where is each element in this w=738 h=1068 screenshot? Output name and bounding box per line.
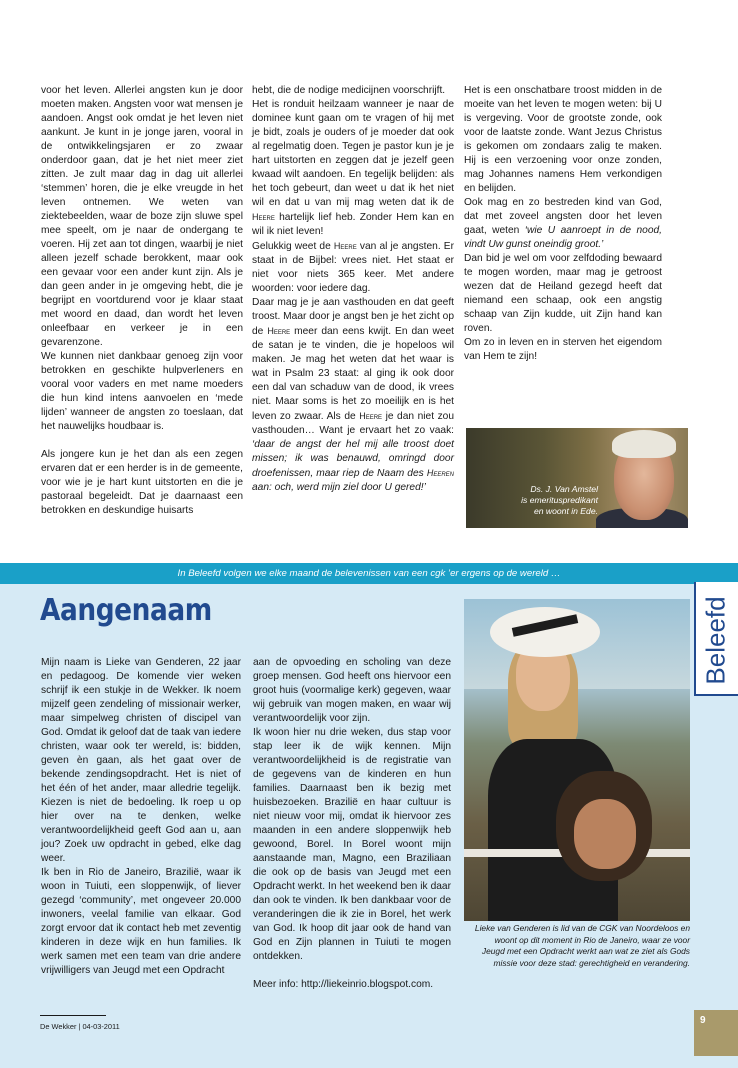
page-number: 9 xyxy=(700,1015,706,1026)
lieke-photo xyxy=(464,599,690,921)
author-caption: Ds. J. Van Amstel is emerituspredikant en woont in Ede. xyxy=(521,484,598,516)
article-column-1 xyxy=(41,84,243,518)
article-paragraph: aan de opvoeding en scholing van deze groep mensen. God heeft ons hiervoor een groot huis (voormalige kerk) gegeven, waar wij gebruik van mogen maken, en waar wij verantwoordelijk voor zijn. xyxy=(253,657,451,724)
article-paragraph: Ik ben in Rio de Janeiro, Brazilië, waar ik woon in Tuiuti, een sloppenwijk, of liever gezegd ‘community’, met ongeveer 20.000 inwoners, veelal familie van elkaar. God zorgt ervoor dat ik contact heb met zeventig kinderen in deze wijk en hun families. Ik werk samen met een team van drie andere vrijwilligers van Jeugd met een Opdracht xyxy=(41,867,241,976)
article-paragraph: Dan bid je wel om voor zelfdoding bewaard te mogen worden, maar mag je getroost wezen dat de Heiland gezegd heeft dat niemand een schaap, ook een angstig schaap van Zijn kudde, uit Zijn hand kan roven. xyxy=(464,253,662,334)
article-column-3 xyxy=(464,84,662,364)
section-banner: In Beleefd volgen we elke maand de belevenissen van een cgk ’er ergens op de wereld … xyxy=(0,563,738,584)
footer-publication: De Wekker | 04-03-2011 xyxy=(40,1022,120,1031)
footer-rule xyxy=(40,1015,106,1016)
article-column-2 xyxy=(252,84,454,495)
article-paragraph: We kunnen niet dankbaar genoeg zijn voor betrokken en geschikte hulpverleners en vooral voor vaders en met name moeders die hun kind intens aanvoelen en ‘mede lijden’ wanneer de angsten zo toeslaan, dat het nauwelijks houdbaar is. xyxy=(41,351,243,432)
author-photo xyxy=(466,428,688,528)
article-paragraph: Daar mag je je aan vasthouden en dat geeft troost. Maar door je angst ben je het zicht op de Heere meer dan eens kwijt. En dan weet de satan je te vinden, die je hopeloos wil maken. Je mag het weten dat het waar is wat in Psalm 23 staat: al ging ik ook door een dal van schaduw van de dood, ik vrees niet. Maar soms is het zo moeilijk en is het leven zo zwaar. Als de Heere je dan niet zou vasthouden… Want je ervaart het zo vaak: ‘daar de angst der hel mij alle troost doet missen; ik was benauwd, omringd door droefenissen, maar riep de Naam des Heeren aan: och, werd mijn ziel door U gered!’ xyxy=(252,297,454,493)
article-paragraph: Ik woon hier nu drie weken, dus stap voor stap leer ik de wijk kennen. Mijn verantwoordelijkheid is de registratie van de gegevens van de kinderen en hun families. Daarnaast ben ik bezig met huisbezoeken. Brazilië en haar cultuur is niet nieuw voor mij, omdat ik hiervoor zes maanden in een andere sloppenwijk heb gewoond, Borel. In Borel woont mijn aanstaande man, Magno, een Braziliaan die ook op de basis van Jeugd met een Opdracht werkt. In het weekend ben ik daar dan ook te vinden. Ik ben dankbaar voor de veranderingen die ik zie in Borel, het werk van God. Ik hoop dit jaar ook de hand van God en Zijn plannen in Tuiuti te mogen ontdekken. xyxy=(253,727,451,962)
info-link[interactable]: Meer info: http://liekeinrio.blogspot.com. xyxy=(253,979,434,990)
article-paragraph: Om zo in leven en in sterven het eigendom van Hem te zijn! xyxy=(464,337,662,362)
article-paragraph: hebt, die de nodige medicijnen voorschrijft. xyxy=(252,85,446,96)
article-paragraph: Als jongere kun je het dan als een zegen ervaren dat er een herder is in de gemeente, voor wie je je hart kunt uitstorten en die je pastoraal begeleidt. Dat je daarnaast een betrokken en deskundige huisarts xyxy=(41,449,243,516)
photo-caption: Lieke van Genderen is lid van de CGK van Noordeloos en woont op dit moment in Rio de Janeiro, waar ze voor Jeugd met een Opdracht werkt aan wat ze ziet als Gods missie voor deze stad: gerechtigheid en verandering. xyxy=(474,923,690,968)
article-paragraph: Het is een onschatbare troost midden in de moeite van het leven te mogen weten: bij U is vergeving. Voor de grootste zonde, ook voor de laatste zonde. Want Jezus Christus is gekomen om zondaars zalig te maken. Hij is een verzoening voor onze zonden, mag Johannes namens Hem verkondigen en belijden. xyxy=(464,85,662,194)
beleefd-column-1 xyxy=(41,656,241,978)
beleefd-column-2 xyxy=(253,656,451,992)
section-tab-label: Beleefd xyxy=(700,595,731,685)
article-paragraph: Ook mag en zo bestreden kind van God, dat met zoveel angsten door het leven gaat, weten ‘wie U aanroept in de nood, vindt Uw gunst oneindig groot.’ xyxy=(464,197,662,250)
article-paragraph: Het is ronduit heilzaam wanneer je naar de dominee kunt gaan om te vragen of hij met je bidt, zoals je ouders of je moeder dat ook al regelmatig doen. Tegen je pastor kun je je hart uitstorten en zeggen dat je jezelf geen kwaad wilt aandoen. En tegelijk belijden: als het toch gebeurt, dan weet u dat ik het niet wil en dat u van mij mag weten dat ik de Heere hartelijk lief heb. Zonder Hem kan en wil ik niet leven! xyxy=(252,99,454,237)
article-paragraph: voor het leven. Allerlei angsten kun je door moeten maken. Angsten voor wat mensen je aandoen. Angst ook omdat je het leven niet aankunt. Je kunt in je jonge jaren, vooral in de ontwikkelingsjaren er zo zwaar onderdoor gaan, dat je het niet meer ziet zitten. Je zult maar dag in dag uit allerlei ‘stemmen’ horen, die je elke vreugde in het leven ontnemen. We weten van ziektebeelden, waar de boze zijn sluwe spel mee speelt, om je naar de ondergang te voeren. Hij zet aan tot dingen, waarbij je niet alleen jezelf schade berokkent, maar ook een gevaar voor een ander kunt zijn. Als je dan geen ander in je omgeving hebt, die je begrijpt en voortdurend voor je klaar staat met woord en daad, dan wordt het leven onleefbaar en verkeer je in een gevarenzone. xyxy=(41,85,243,348)
section-title: Aangenaam xyxy=(40,593,212,628)
article-paragraph: Mijn naam is Lieke van Genderen, 22 jaar en pedagoog. De komende vier weken schrijf ik een stukje in de Wekker. Ik noem mijzelf geen zendeling of missionair werker, maar simpelweg christen of discipel van God. Omdat ik geloof dat de taak van iedere christen, waar ook ter wereld, is: bidden, geven èn gaan, als het gaat over de bekende zendingsopdracht. Het is niet of het één of het ander, maar alledrie tegelijk. Kiezen is niet de bedoeling. Ik roep u op hier over na te denken, welke verantwoordelijkheid geeft God aan u, aan jou? Zoek uw opdracht in gebed, elke dag weer. xyxy=(41,657,241,864)
article-paragraph: Gelukkig weet de Heere van al je angsten. Er staat in de Bijbel: vrees niet. Het staat er niet voor niets 365 keer. Met andere woorden: voor iedere dag. xyxy=(252,241,454,294)
